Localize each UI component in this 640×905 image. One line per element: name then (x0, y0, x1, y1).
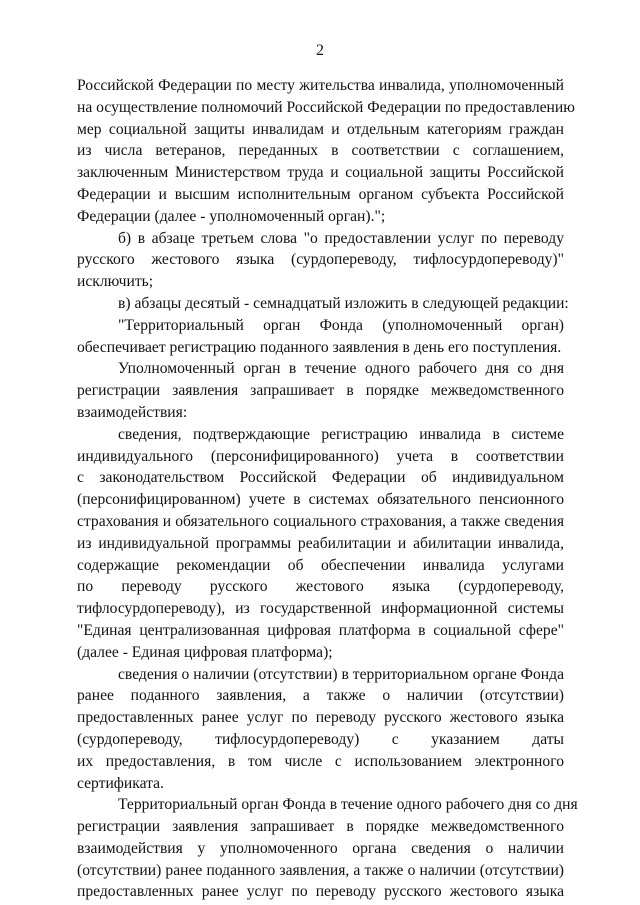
text-line: на осуществление полномочий Российской Федерации по предоставлению (77, 98, 575, 116)
text-line: "Территориальный орган Фонда (уполномоченный орган) (118, 316, 564, 334)
document-body (77, 75, 578, 903)
text-line: из числа ветеранов, переданных в соответствии с соглашением, (77, 142, 564, 160)
text-line: индивидуального (персонифицированного) учета в соответствии (77, 447, 564, 465)
text-line: ранее поданного заявления, а также о наличии (отсутствии) (77, 687, 564, 705)
text-line: сведения, подтверждающие регистрацию инвалида в системе (118, 425, 564, 443)
text-line: русского жестового языка (сурдопереводу, тифлосурдопереводу)" (77, 251, 564, 269)
text-line: (персонифицированном) учете в системах обязательного пенсионного (77, 491, 564, 509)
text-line: страхования и обязательного социального страхования, а также сведения (77, 512, 564, 530)
text-line: заключенным Министерством труда и социальной защиты Российской (77, 164, 564, 182)
text-line: (далее - Единая цифровая платформа); (77, 643, 333, 661)
text-line: (сурдопереводу, тифлосурдопереводу) с указанием даты (77, 730, 564, 748)
text-line: б) в абзаце третьем слова "о предоставлении услуг по переводу (118, 229, 564, 247)
text-line: Уполномоченный орган в течение одного рабочего дня со дня (118, 360, 564, 378)
text-line: обеспечивает регистрацию поданного заявления в день его поступления. (77, 338, 562, 356)
text-line: взаимодействия у уполномоченного органа сведения о наличии (77, 839, 564, 857)
text-line: регистрации заявления запрашивает в порядке межведомственного (77, 818, 564, 836)
text-line: в) абзацы десятый - семнадцатый изложить в следующей редакции: (118, 294, 569, 312)
text-line: их предоставления, в том числе с использованием электронного (77, 752, 564, 770)
text-line: взаимодействия: (77, 403, 188, 421)
text-line: содержащие рекомендации об обеспечении инвалида услугами (77, 556, 564, 574)
text-line: тифлосурдопереводу), из государственной информационной системы (77, 600, 564, 618)
text-line: Федерации и высшим исполнительным органом субъекта Российской (77, 185, 564, 203)
text-line: предоставленных ранее услуг по переводу русского жестового языка (77, 883, 564, 901)
text-line: сведения о наличии (отсутствии) в территориальном органе Фонда (118, 665, 564, 683)
text-line: по переводу русского жестового языка (сурдопереводу, (77, 578, 564, 596)
text-line: с законодательством Российской Федерации об индивидуальном (77, 469, 564, 487)
text-line: Территориальный орган Фонда в течение одного рабочего дня со дня (118, 796, 578, 814)
text-line: Российской Федерации по месту жительства инвалида, уполномоченный (77, 77, 564, 94)
page-number: 2 (316, 42, 324, 59)
text-line: (отсутствии) ранее поданного заявления, а также о наличии (отсутствии) (77, 861, 564, 879)
text-line: мер социальной защиты инвалидам и отдельным категориям граждан (77, 120, 564, 138)
text-line: из индивидуальной программы реабилитации и абилитации инвалида, (77, 534, 564, 552)
text-line: исключить; (77, 273, 154, 291)
text-line: предоставленных ранее услуг по переводу русского жестового языка (77, 709, 564, 727)
text-line: "Единая централизованная цифровая платформа в социальной сфере" (77, 621, 564, 639)
text-line: регистрации заявления запрашивает в порядке межведомственного (77, 382, 564, 400)
text-line: Федерации (далее - уполномоченный орган)."; (77, 207, 386, 225)
text-line: сертификата. (77, 774, 164, 792)
